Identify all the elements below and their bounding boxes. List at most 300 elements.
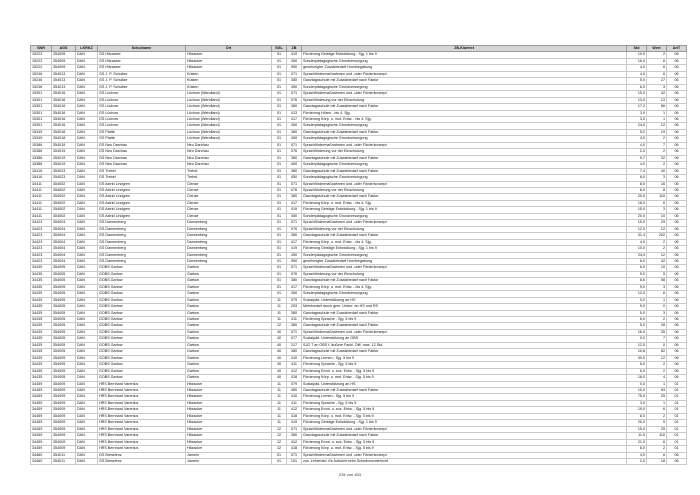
cell-col-lkrkz: DAN bbox=[76, 226, 98, 232]
cell-col-sgl: 11 bbox=[272, 420, 287, 426]
cell-col-wert: 3 bbox=[647, 310, 667, 316]
cell-col-zb: 076 bbox=[287, 97, 302, 103]
cell-col-lkrkz: DAN bbox=[76, 459, 98, 465]
cell-col-schulname: GS Astrid Lindgren bbox=[98, 187, 186, 193]
cell-col-ort: Hitzacker bbox=[186, 433, 272, 439]
cell-col-zb-klartext: Förderung Hören - bis 4. Sjg. bbox=[302, 110, 627, 116]
cell-col-ags: 354011 bbox=[52, 459, 76, 465]
cell-col-ags: 354005 bbox=[52, 265, 76, 271]
cell-col-std: 10,0 bbox=[627, 52, 647, 58]
cell-col-artt: 01 bbox=[667, 413, 687, 419]
cell-col-zb: 418 bbox=[287, 413, 302, 419]
cell-col-snr: 15349 bbox=[31, 136, 52, 142]
cell-col-snr: 34435 bbox=[31, 329, 52, 335]
cell-col-artt: 06 bbox=[667, 252, 687, 258]
cell-col-lkrkz: DAN bbox=[76, 104, 98, 110]
cell-col-zb: 411 bbox=[287, 362, 302, 368]
cell-col-zb: 450 bbox=[287, 136, 302, 142]
cell-col-ort: Gartow bbox=[186, 355, 272, 361]
cell-col-ort: Küsten bbox=[186, 71, 272, 77]
cell-col-ort: Gartow bbox=[186, 336, 272, 342]
cell-col-ort: Gartow bbox=[186, 317, 272, 323]
cell-col-std: 6,0 bbox=[627, 84, 647, 90]
cell-col-schulname: GS Neu Darchau bbox=[98, 155, 186, 161]
cell-col-std: 75,0 bbox=[627, 394, 647, 400]
data-table bbox=[30, 45, 687, 465]
cell-col-artt: 06 bbox=[667, 155, 687, 161]
cell-col-zb: 071 bbox=[287, 71, 302, 77]
cell-col-snr: 34435 bbox=[31, 355, 52, 361]
cell-col-zb-klartext: Sprachfördermaßnahmen und -oder Förderkonzept bbox=[302, 426, 627, 432]
cell-col-zb: 079 bbox=[287, 381, 302, 387]
cell-col-snr: 15246 bbox=[31, 71, 52, 77]
cell-col-artt: 01 bbox=[667, 407, 687, 413]
cell-col-ags: 354009 bbox=[52, 394, 76, 400]
cell-col-lkrkz: DAN bbox=[76, 433, 98, 439]
cell-col-std: 2,0 bbox=[627, 149, 647, 155]
cell-col-lkrkz: DAN bbox=[76, 349, 98, 355]
cell-col-ags: 354009 bbox=[52, 381, 76, 387]
cell-col-ort: Hitzacker bbox=[186, 439, 272, 445]
cell-col-ort: Lüchow (Wendland) bbox=[186, 104, 272, 110]
cell-col-sgl: 01 bbox=[272, 284, 287, 290]
cell-col-zb: 450 bbox=[287, 58, 302, 64]
cell-col-snr: 34435 bbox=[31, 349, 52, 355]
header-col-ags: AGS bbox=[52, 46, 76, 52]
cell-col-schulname: HRS Bernhard Varenius bbox=[98, 381, 186, 387]
cell-col-ags: 354016 bbox=[52, 116, 76, 122]
cell-col-ags: 354009 bbox=[52, 426, 76, 432]
cell-col-wert: 29 bbox=[647, 220, 667, 226]
cell-col-ags: 354005 bbox=[52, 278, 76, 284]
cell-col-artt: 06 bbox=[667, 194, 687, 200]
cell-col-wert: 202 bbox=[647, 233, 667, 239]
cell-col-artt: 06 bbox=[667, 304, 687, 310]
cell-col-std: 8,0 bbox=[627, 413, 647, 419]
cell-col-sgl: 11 bbox=[272, 413, 287, 419]
cell-col-artt: 06 bbox=[667, 84, 687, 90]
cell-col-ags: 354005 bbox=[52, 284, 76, 290]
cell-col-snr: 34459 bbox=[31, 381, 52, 387]
cell-col-artt: 06 bbox=[667, 355, 687, 361]
cell-col-ags: 354023 bbox=[52, 168, 76, 174]
cell-col-ort: Hitzacker bbox=[186, 58, 272, 64]
cell-col-artt: 06 bbox=[667, 375, 687, 381]
cell-col-lkrkz: DAN bbox=[76, 220, 98, 226]
cell-col-zb-klartext: Förderung Körp. u. mot. Entw. - bis 4. Sjg. bbox=[302, 200, 627, 206]
cell-col-zb: 071 bbox=[287, 142, 302, 148]
cell-col-wert: 5 bbox=[647, 271, 667, 277]
cell-col-schulname: GOBS Gartow bbox=[98, 329, 186, 335]
cell-col-wert: 2 bbox=[647, 136, 667, 142]
cell-col-snr: 34435 bbox=[31, 265, 52, 271]
cell-col-schulname: GS Breselenz bbox=[98, 452, 186, 458]
cell-col-schulname: GS Dannenberg bbox=[98, 258, 186, 264]
cell-col-ort: Gartow bbox=[186, 329, 272, 335]
cell-col-std: 10,8 bbox=[627, 349, 647, 355]
cell-col-ags: 354005 bbox=[52, 368, 76, 374]
cell-col-wert: 6 bbox=[647, 200, 667, 206]
cell-col-schulname: GS Astrid Lindgren bbox=[98, 194, 186, 200]
cell-col-wert: 0 bbox=[647, 304, 667, 310]
cell-col-snr: 34459 bbox=[31, 400, 52, 406]
cell-col-snr: 15222 bbox=[31, 65, 52, 71]
cell-col-schulname: GOBS Gartow bbox=[98, 265, 186, 271]
cell-col-wert: 12 bbox=[647, 123, 667, 129]
cell-col-schulname: GS Lüchow bbox=[98, 110, 186, 116]
cell-col-wert: 13 bbox=[647, 97, 667, 103]
cell-col-zb: 380 bbox=[287, 323, 302, 329]
cell-col-lkrkz: DAN bbox=[76, 65, 98, 71]
cell-col-sgl: 01 bbox=[272, 452, 287, 458]
cell-col-std: 24,0 bbox=[627, 252, 647, 258]
cell-col-snr: 34435 bbox=[31, 368, 52, 374]
cell-col-wert: 4 bbox=[647, 375, 667, 381]
cell-col-wert: 3 bbox=[647, 84, 667, 90]
cell-col-schulname: HRS Bernhard Varenius bbox=[98, 426, 186, 432]
cell-col-ort: Lüchow (Wendland) bbox=[186, 136, 272, 142]
cell-col-wert: 2 bbox=[647, 413, 667, 419]
cell-col-artt: 06 bbox=[667, 78, 687, 84]
cell-col-schulname: GS Neu Darchau bbox=[98, 149, 186, 155]
cell-col-lkrkz: DAN bbox=[76, 394, 98, 400]
cell-col-wert: 6 bbox=[647, 291, 667, 297]
cell-col-schulname: HRS Bernhard Varenius bbox=[98, 413, 186, 419]
cell-col-wert: 3 bbox=[647, 175, 667, 181]
cell-col-schulname: HRS Bernhard Varenius bbox=[98, 446, 186, 452]
cell-col-std: 9,0 bbox=[627, 304, 647, 310]
cell-col-ort: Dannenberg bbox=[186, 220, 272, 226]
cell-col-zb: 076 bbox=[287, 149, 302, 155]
cell-col-wert: 6 bbox=[647, 71, 667, 77]
cell-col-wert: 2 bbox=[647, 446, 667, 452]
cell-col-sgl: 11 bbox=[272, 310, 287, 316]
cell-col-snr: 34460 bbox=[31, 452, 52, 458]
cell-col-schulname: GS Astrid Lindgren bbox=[98, 200, 186, 206]
cell-col-lkrkz: DAN bbox=[76, 317, 98, 323]
cell-col-snr: 15416 bbox=[31, 175, 52, 181]
cell-col-zb-klartext: Förderung Lernen - Sjg. 5 bis 9 bbox=[302, 355, 627, 361]
cell-col-artt: 06 bbox=[667, 349, 687, 355]
cell-col-snr: 34411 bbox=[31, 207, 52, 213]
cell-col-snr: 15222 bbox=[31, 58, 52, 64]
cell-col-ags: 354005 bbox=[52, 336, 76, 342]
cell-col-std: 6,0 bbox=[627, 175, 647, 181]
cell-col-sgl: 40 bbox=[272, 375, 287, 381]
cell-col-sgl: 01 bbox=[272, 136, 287, 142]
cell-col-artt: 06 bbox=[667, 110, 687, 116]
cell-col-snr: 34435 bbox=[31, 317, 52, 323]
cell-col-ags: 354016 bbox=[52, 91, 76, 97]
cell-col-artt: 01 bbox=[667, 433, 687, 439]
cell-col-snr: 15386 bbox=[31, 155, 52, 161]
cell-col-lkrkz: DAN bbox=[76, 129, 98, 135]
cell-col-artt: 06 bbox=[667, 136, 687, 142]
cell-col-lkrkz: DAN bbox=[76, 213, 98, 219]
cell-col-zb: 071 bbox=[287, 181, 302, 187]
cell-col-ags: 354005 bbox=[52, 349, 76, 355]
cell-col-wert: 16 bbox=[647, 181, 667, 187]
cell-col-zb: 417 bbox=[287, 284, 302, 290]
cell-col-wert: 0 bbox=[647, 342, 667, 348]
header-col-zb-klartext: ZB-Klartext bbox=[302, 46, 627, 52]
cell-col-ort: Clenze bbox=[186, 187, 272, 193]
cell-col-zb: 203 bbox=[287, 304, 302, 310]
cell-col-lkrkz: DAN bbox=[76, 368, 98, 374]
cell-col-zb: 071 bbox=[287, 452, 302, 458]
cell-col-sgl: 01 bbox=[272, 213, 287, 219]
cell-col-std: 5,0 bbox=[627, 78, 647, 84]
cell-col-zb: 418 bbox=[287, 375, 302, 381]
cell-col-zb-klartext: Sprachfördermaßnahmen und -oder Förderkonzept bbox=[302, 265, 627, 271]
cell-col-ags: 354002 bbox=[52, 200, 76, 206]
cell-col-schulname: HRS Bernhard Varenius bbox=[98, 394, 186, 400]
cell-col-zb-klartext: Förderung Sprache - Sjg. 5 bis 9 bbox=[302, 400, 627, 406]
cell-col-std: 5,0 bbox=[627, 129, 647, 135]
cell-col-lkrkz: DAN bbox=[76, 91, 98, 97]
cell-col-sgl: 01 bbox=[272, 91, 287, 97]
cell-col-std: 0,0 bbox=[627, 336, 647, 342]
cell-col-schulname: GS J. P. Schultze bbox=[98, 78, 186, 84]
cell-col-lkrkz: DAN bbox=[76, 58, 98, 64]
cell-col-zb: 419 bbox=[287, 52, 302, 58]
page-number: 234 von 453 bbox=[338, 472, 362, 477]
cell-col-artt: 06 bbox=[667, 207, 687, 213]
cell-col-std: 30,0 bbox=[627, 355, 647, 361]
cell-col-zb-klartext: Förderung Geistige Entwicklung - Sjg. 1 bis 9 bbox=[302, 207, 627, 213]
cell-col-wert: 6 bbox=[647, 407, 667, 413]
cell-col-sgl: 11 bbox=[272, 407, 287, 413]
cell-col-std: 3,0 bbox=[627, 116, 647, 122]
cell-col-zb-klartext: Ganztagsschule mit Zusatzbedarf nach Faktor bbox=[302, 433, 627, 439]
cell-col-ort: Neu Darchau bbox=[186, 142, 272, 148]
cell-col-wert: 10 bbox=[647, 265, 667, 271]
cell-col-ort: Gartow bbox=[186, 362, 272, 368]
cell-col-std: 6,0 bbox=[627, 317, 647, 323]
cell-col-snr: 15386 bbox=[31, 162, 52, 168]
cell-col-lkrkz: DAN bbox=[76, 142, 98, 148]
cell-col-std: 4,0 bbox=[627, 71, 647, 77]
cell-col-schulname: HRS Bernhard Varenius bbox=[98, 439, 186, 445]
cell-col-sgl: 01 bbox=[272, 110, 287, 116]
cell-col-ort: Gartow bbox=[186, 310, 272, 316]
cell-col-zb: 419 bbox=[287, 420, 302, 426]
cell-col-wert: 12 bbox=[647, 252, 667, 258]
cell-col-std: 16,0 bbox=[627, 58, 647, 64]
cell-col-zb: 417 bbox=[287, 239, 302, 245]
cell-col-sgl: 40 bbox=[272, 336, 287, 342]
cell-col-zb: 071 bbox=[287, 426, 302, 432]
table-row bbox=[31, 459, 687, 465]
cell-col-zb-klartext: Ganztagsschule mit Zusatzbedarf nach Faktor bbox=[302, 104, 627, 110]
cell-col-ort: Clenze bbox=[186, 194, 272, 200]
cell-col-sgl: 01 bbox=[272, 116, 287, 122]
cell-col-ort: Gartow bbox=[186, 284, 272, 290]
cell-col-ags: 354002 bbox=[52, 194, 76, 200]
cell-col-lkrkz: DAN bbox=[76, 200, 98, 206]
cell-col-snr: 34459 bbox=[31, 426, 52, 432]
cell-col-sgl: 01 bbox=[272, 123, 287, 129]
cell-col-artt: 06 bbox=[667, 246, 687, 252]
cell-col-zb-klartext: Sprachfördermaßnahmen und -oder Förderkonzept bbox=[302, 142, 627, 148]
cell-col-lkrkz: DAN bbox=[76, 84, 98, 90]
cell-col-std: 10,0 bbox=[627, 388, 647, 394]
cell-col-wert: 18 bbox=[647, 459, 667, 465]
cell-col-zb-klartext: Sozialpäd. Unterstützung an OBS bbox=[302, 336, 627, 342]
cell-col-snr: 34459 bbox=[31, 439, 52, 445]
cell-col-ags: 354019 bbox=[52, 162, 76, 168]
cell-col-lkrkz: DAN bbox=[76, 97, 98, 103]
cell-col-schulname: GS Lüchow bbox=[98, 116, 186, 122]
cell-col-std: 20,0 bbox=[627, 420, 647, 426]
cell-col-zb: 419 bbox=[287, 207, 302, 213]
cell-col-schulname: GS Platte bbox=[98, 129, 186, 135]
cell-col-ags: 354009 bbox=[52, 388, 76, 394]
data-table-container bbox=[30, 45, 686, 465]
cell-col-schulname: GOBS Gartow bbox=[98, 271, 186, 277]
cell-col-lkrkz: DAN bbox=[76, 278, 98, 284]
cell-col-ags: 354011 bbox=[52, 452, 76, 458]
cell-col-std: 12,0 bbox=[627, 226, 647, 232]
cell-col-zb: 380 bbox=[287, 310, 302, 316]
cell-col-ort: Gartow bbox=[186, 375, 272, 381]
cell-col-lkrkz: DAN bbox=[76, 329, 98, 335]
cell-col-schulname: GOBS Gartow bbox=[98, 317, 186, 323]
cell-col-std: 4,0 bbox=[627, 142, 647, 148]
cell-col-zb-klartext: Ganztagsschule mit Zusatzbedarf nach Faktor bbox=[302, 388, 627, 394]
cell-col-zb-klartext: genehmigter Zusatzbedarf Hochbegabung bbox=[302, 258, 627, 264]
cell-col-schulname: GS Astrid Lindgren bbox=[98, 207, 186, 213]
cell-col-ags: 354009 bbox=[52, 413, 76, 419]
cell-col-zb-klartext: Ganztagsschule mit Zusatzbedarf nach Faktor bbox=[302, 349, 627, 355]
cell-col-snr: 15416 bbox=[31, 168, 52, 174]
cell-col-zb-klartext: Sonderpädagogische Grundversorgung bbox=[302, 175, 627, 181]
cell-col-zb-klartext: Förderung Geistige Entwicklung - Sjg. 1 bis 9 bbox=[302, 420, 627, 426]
cell-col-schulname: GS Astrid Lindgren bbox=[98, 213, 186, 219]
cell-col-sgl: 01 bbox=[272, 291, 287, 297]
cell-col-ags: 354005 bbox=[52, 362, 76, 368]
cell-col-std: 9,0 bbox=[627, 284, 647, 290]
cell-col-zb: 412 bbox=[287, 407, 302, 413]
cell-col-schulname: GOBS Gartow bbox=[98, 278, 186, 284]
cell-col-zb: 071 bbox=[287, 91, 302, 97]
cell-col-lkrkz: DAN bbox=[76, 207, 98, 213]
cell-col-zb: 217 bbox=[287, 342, 302, 348]
cell-col-snr: 34423 bbox=[31, 239, 52, 245]
cell-col-std: 21,0 bbox=[627, 439, 647, 445]
cell-col-zb-klartext: Sprachförderung vor der Einschulung bbox=[302, 226, 627, 232]
cell-col-std: 10,0 bbox=[627, 246, 647, 252]
cell-col-zb: 380 bbox=[287, 233, 302, 239]
cell-col-ags: 354016 bbox=[52, 123, 76, 129]
cell-col-lkrkz: DAN bbox=[76, 420, 98, 426]
cell-col-zb: 450 bbox=[287, 162, 302, 168]
cell-col-zb: 450 bbox=[287, 175, 302, 181]
cell-col-sgl: 01 bbox=[272, 168, 287, 174]
cell-col-snr: 34423 bbox=[31, 233, 52, 239]
cell-col-ort: Dannenberg bbox=[186, 246, 272, 252]
cell-col-wert: 25 bbox=[647, 394, 667, 400]
cell-col-ort: Clenze bbox=[186, 213, 272, 219]
cell-col-std: 6,0 bbox=[627, 265, 647, 271]
cell-col-schulname: GS J. P. Schultze bbox=[98, 84, 186, 90]
header-col-std: Std bbox=[627, 46, 647, 52]
cell-col-schulname: GS Dannenberg bbox=[98, 239, 186, 245]
cell-col-sgl: 01 bbox=[272, 142, 287, 148]
cell-col-snr: 34459 bbox=[31, 446, 52, 452]
cell-col-schulname: GOBS Gartow bbox=[98, 336, 186, 342]
cell-col-sgl: 01 bbox=[272, 129, 287, 135]
cell-col-ags: 354005 bbox=[52, 323, 76, 329]
cell-col-schulname: GS Lüchow bbox=[98, 104, 186, 110]
cell-col-sgl: 40 bbox=[272, 362, 287, 368]
cell-col-zb: 076 bbox=[287, 226, 302, 232]
cell-col-lkrkz: DAN bbox=[76, 342, 98, 348]
cell-col-lkrkz: DAN bbox=[76, 400, 98, 406]
cell-col-snr: 34411 bbox=[31, 213, 52, 219]
cell-col-sgl: 01 bbox=[272, 271, 287, 277]
cell-col-wert: 2 bbox=[647, 368, 667, 374]
cell-col-sgl: 40 bbox=[272, 349, 287, 355]
header-col-schulname: Schulname bbox=[98, 46, 186, 52]
cell-col-lkrkz: DAN bbox=[76, 149, 98, 155]
cell-col-zb-klartext: Förderung Körp. u. mot. Entw. - bis 4. Sjg. bbox=[302, 239, 627, 245]
cell-col-lkrkz: DAN bbox=[76, 439, 98, 445]
cell-col-ags: 354018 bbox=[52, 129, 76, 135]
cell-col-lkrkz: DAN bbox=[76, 110, 98, 116]
cell-col-snr: 34435 bbox=[31, 304, 52, 310]
cell-col-ort: Gartow bbox=[186, 265, 272, 271]
cell-col-ort: Lüchow (Wendland) bbox=[186, 123, 272, 129]
cell-col-wert: 7 bbox=[647, 336, 667, 342]
cell-col-ort: Gartow bbox=[186, 271, 272, 277]
cell-col-sgl: 01 bbox=[272, 265, 287, 271]
cell-col-artt: 06 bbox=[667, 297, 687, 303]
cell-col-sgl: 12 bbox=[272, 426, 287, 432]
cell-col-sgl: 01 bbox=[272, 71, 287, 77]
cell-col-zb: 380 bbox=[287, 155, 302, 161]
cell-col-wert: 6 bbox=[647, 58, 667, 64]
cell-col-artt: 01 bbox=[667, 381, 687, 387]
cell-col-std: 24,0 bbox=[627, 123, 647, 129]
cell-col-ags: 354019 bbox=[52, 142, 76, 148]
cell-col-std: 11,5 bbox=[627, 433, 647, 439]
cell-col-ort: Clenze bbox=[186, 200, 272, 206]
cell-col-zb: 450 bbox=[287, 123, 302, 129]
cell-col-ort: Hitzacker bbox=[186, 65, 272, 71]
cell-col-zb-klartext: Förderung Körp. u. mot. Entw. - bis 4. Sjg. bbox=[302, 116, 627, 122]
cell-col-zb-klartext: Sonderpädagogische Grundversorgung bbox=[302, 123, 627, 129]
cell-col-schulname: GOBS Gartow bbox=[98, 291, 186, 297]
cell-col-sgl: 11 bbox=[272, 400, 287, 406]
cell-col-schulname: GS Dannenberg bbox=[98, 220, 186, 226]
cell-col-sgl: 11 bbox=[272, 304, 287, 310]
cell-col-lkrkz: DAN bbox=[76, 162, 98, 168]
cell-col-schulname: GS Dannenberg bbox=[98, 246, 186, 252]
cell-col-snr: 34460 bbox=[31, 459, 52, 465]
header-col-artt: ArtT bbox=[667, 46, 687, 52]
cell-col-lkrkz: DAN bbox=[76, 175, 98, 181]
cell-col-zb-klartext: Ganztagsschule mit Zusatzbedarf nach Faktor bbox=[302, 310, 627, 316]
cell-col-artt: 06 bbox=[667, 329, 687, 335]
cell-col-zb-klartext: Ganztagsschule mit Zusatzbedarf nach Faktor bbox=[302, 323, 627, 329]
header-col-snr: SNR bbox=[31, 46, 52, 52]
cell-col-ort: Lüchow (Wendland) bbox=[186, 91, 272, 97]
header-col-ort: Ort bbox=[186, 46, 272, 52]
cell-col-ort: Trebel bbox=[186, 168, 272, 174]
cell-col-zb: 071 bbox=[287, 265, 302, 271]
cell-col-zb-klartext: Sprachförderung vor der Einschulung bbox=[302, 187, 627, 193]
